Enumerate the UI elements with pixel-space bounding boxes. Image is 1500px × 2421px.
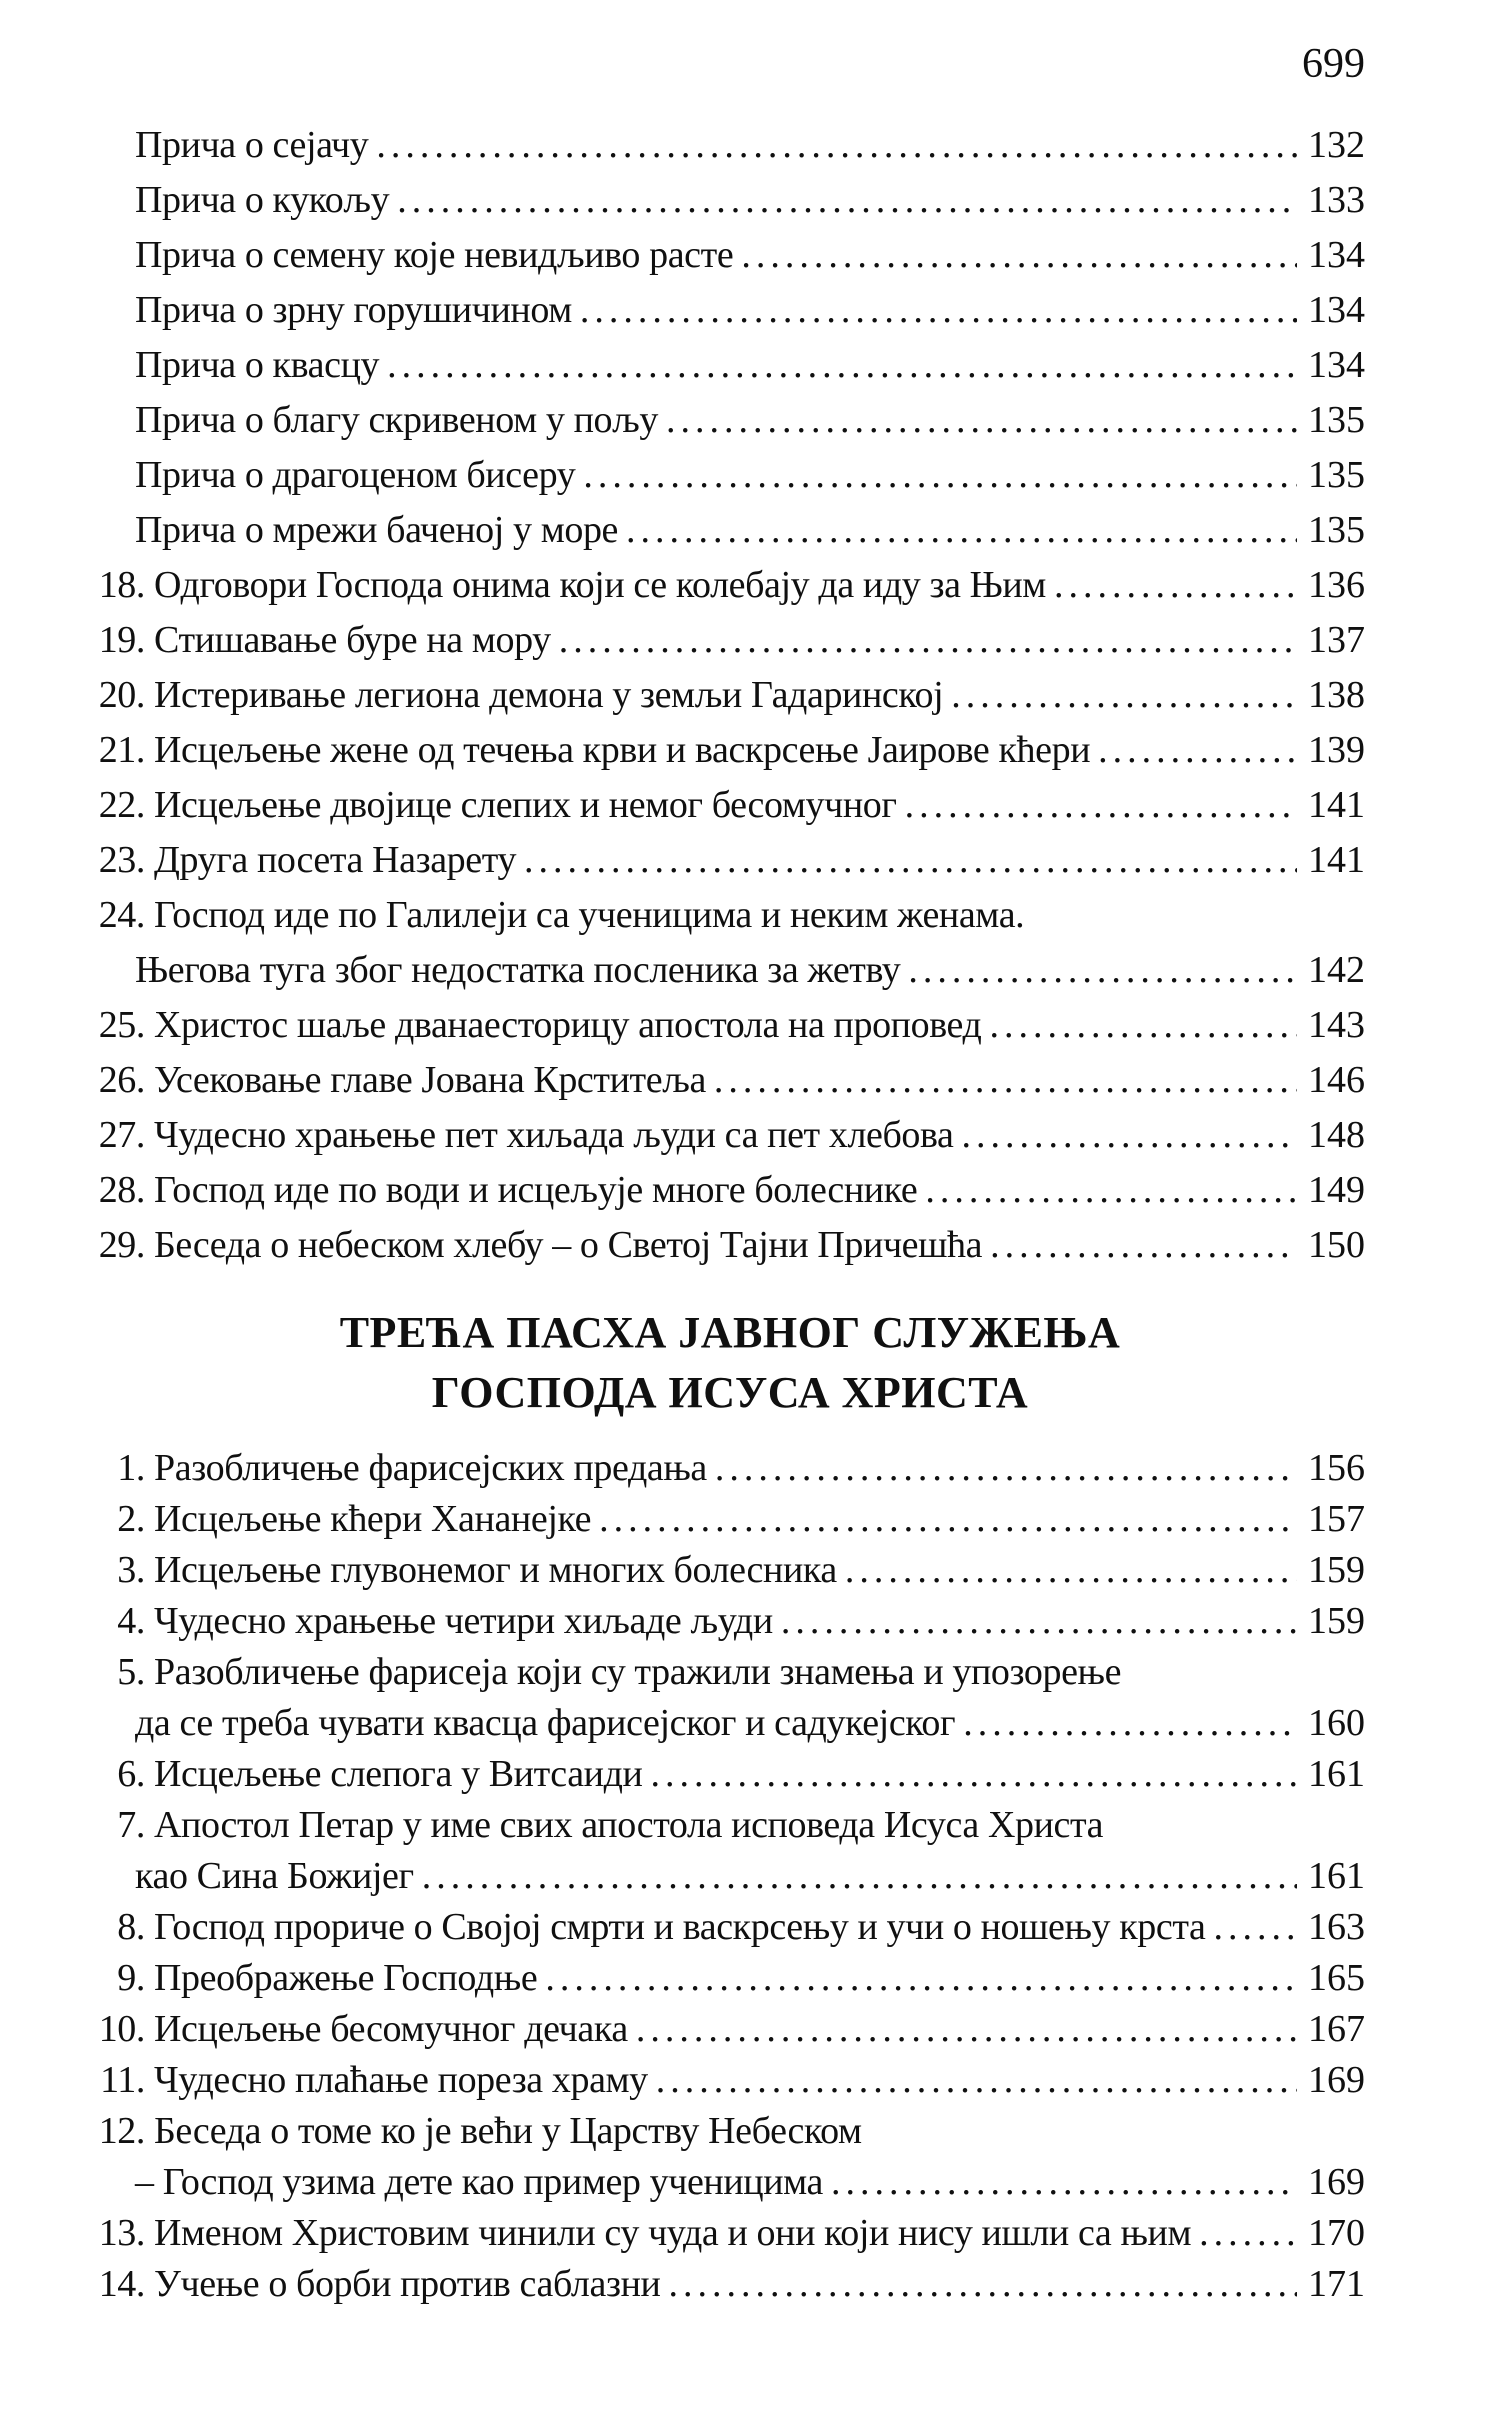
entry-number: 29. — [98, 1224, 145, 1266]
toc-entry — [95, 1647, 1365, 1698]
dot-leader — [545, 1953, 1297, 2004]
entry-title: Господ прориче о Својој смрти и васкрсењу и учи о ношењу крста — [154, 1906, 1206, 1948]
dot-leader — [559, 613, 1297, 668]
entry-page: 161 — [1308, 1753, 1365, 1795]
entry-title: Прича о драгоценом бисеру — [135, 454, 576, 496]
entry-number: 22. — [98, 784, 145, 826]
entry-page: 142 — [1308, 949, 1365, 991]
entry-title: Исцељење бесомучног дечака — [154, 2008, 628, 2050]
entry-number: 14. — [98, 2263, 145, 2305]
entry-title: Прича о квасцу — [135, 344, 380, 386]
section-heading-line1: ТРЕЋА ПАСХА ЈАВНОГ СЛУЖЕЊА — [339, 1308, 1121, 1357]
entry-number: 2. — [117, 1498, 145, 1540]
entry-page: 141 — [1308, 839, 1365, 881]
entry-page: 136 — [1308, 564, 1365, 606]
entry-title: као Сина Божијег — [135, 1855, 414, 1897]
toc-entry — [95, 2208, 1365, 2259]
entry-page: 132 — [1308, 124, 1365, 166]
entry-page: 150 — [1308, 1224, 1365, 1266]
toc-entry — [95, 1108, 1365, 1163]
toc-entry — [95, 1749, 1365, 1800]
entry-number: 27. — [98, 1114, 145, 1156]
toc-entry — [95, 173, 1365, 228]
entry-number: 12. — [98, 2110, 145, 2152]
entry-title: Исцељење кћери Хананејке — [154, 1498, 592, 1540]
entry-page: 135 — [1308, 509, 1365, 551]
toc-entry — [95, 1698, 1365, 1749]
entry-title: Прича о сејачу — [135, 124, 369, 166]
entry-number: 11. — [100, 2059, 145, 2101]
entry-title: Апостол Петар у име свих апостола исповеда Исуса Христа — [154, 1804, 1104, 1846]
entry-title: Исцељење двојице слепих и немог бесомучног — [154, 784, 897, 826]
dot-leader — [1098, 723, 1297, 778]
entry-number: 20. — [98, 674, 145, 716]
entry-title: Усековање главе Јована Крститеља — [154, 1059, 706, 1101]
dot-leader — [714, 1053, 1297, 1108]
toc-entry — [95, 1163, 1365, 1218]
toc-entry — [95, 1443, 1365, 1494]
toc-entry — [95, 1902, 1365, 1953]
entry-title: Прича о семену које невидљиво расте — [135, 234, 734, 276]
toc-section-2 — [95, 1443, 1365, 2310]
entry-number: 25. — [98, 1004, 145, 1046]
entry-number: 7. — [117, 1804, 145, 1846]
entry-number: 23. — [98, 839, 145, 881]
entry-number: 19. — [98, 619, 145, 661]
entry-title: Исцељење слепога у Витсаиди — [154, 1753, 643, 1795]
entry-page: 148 — [1308, 1114, 1365, 1156]
toc-entry — [95, 668, 1365, 723]
dot-leader — [831, 2157, 1297, 2208]
dot-leader — [636, 2004, 1297, 2055]
entry-title: Христос шаље дванаесторицу апостола на проповед — [154, 1004, 982, 1046]
entry-title: Истеривање легиона демона у земљи Гадаринској — [154, 674, 944, 716]
toc-entry — [95, 228, 1365, 283]
toc-entry — [95, 1218, 1365, 1273]
entry-number: 10. — [98, 2008, 145, 2050]
entry-page: 138 — [1308, 674, 1365, 716]
entry-title: Разобличење фарисејских предања — [154, 1447, 707, 1489]
entry-title: Именом Христовим чинили су чуда и они који нису ишли са њим — [154, 2212, 1192, 2254]
section-heading — [95, 1303, 1365, 1423]
toc-entry — [95, 778, 1365, 833]
dot-leader — [1054, 558, 1297, 613]
entry-page: 156 — [1308, 1447, 1365, 1489]
entry-page: 165 — [1308, 1957, 1365, 1999]
dot-leader — [741, 228, 1297, 283]
dot-leader — [1199, 2208, 1297, 2259]
toc-entry — [95, 558, 1365, 613]
entry-title: Исцељење глувонемог и многих болесника — [154, 1549, 837, 1591]
toc-entry — [95, 888, 1365, 943]
entry-title: Прича о благу скривеном у пољу — [135, 399, 658, 441]
entry-page: 134 — [1308, 234, 1365, 276]
entry-title: Господ иде по Галилеји са ученицима и неким женама. — [154, 894, 1025, 936]
entry-page: 135 — [1308, 454, 1365, 496]
entry-page: 143 — [1308, 1004, 1365, 1046]
toc-entry — [95, 503, 1365, 558]
dot-leader — [524, 833, 1297, 888]
entry-number: 1. — [117, 1447, 145, 1489]
entry-page: 160 — [1308, 1702, 1365, 1744]
dot-leader — [905, 778, 1297, 833]
toc-entry — [95, 1053, 1365, 1108]
toc-entry — [95, 2004, 1365, 2055]
dot-leader — [1214, 1902, 1297, 1953]
entry-title: Учење о борби против саблазни — [154, 2263, 661, 2305]
toc-entry — [95, 393, 1365, 448]
toc-entry — [95, 1494, 1365, 1545]
entry-page: 149 — [1308, 1169, 1365, 1211]
entry-page: 171 — [1308, 2263, 1365, 2305]
entry-number: 4. — [117, 1600, 145, 1642]
dot-leader — [908, 943, 1297, 998]
toc-entry — [95, 1596, 1365, 1647]
entry-page: 161 — [1308, 1855, 1365, 1897]
entry-title: да се треба чувати квасца фарисејског и садукејског — [135, 1702, 956, 1744]
entry-title: Чудесно храњење четири хиљаде људи — [154, 1600, 773, 1642]
entry-title: Друга посета Назарету — [154, 839, 517, 881]
entry-page: 133 — [1308, 179, 1365, 221]
entry-page: 134 — [1308, 289, 1365, 331]
dot-leader — [990, 1218, 1297, 1273]
dot-leader — [651, 1749, 1298, 1800]
entry-page: 137 — [1308, 619, 1365, 661]
entry-number: 8. — [117, 1906, 145, 1948]
dot-leader — [951, 668, 1297, 723]
dot-leader — [387, 338, 1297, 393]
dot-leader — [963, 1698, 1297, 1749]
toc-entry — [95, 2157, 1365, 2208]
entry-title: – Господ узима дете као пример ученицима — [135, 2161, 824, 2203]
dot-leader — [962, 1108, 1297, 1163]
toc-entry — [95, 943, 1365, 998]
entry-title: Прича о кукољу — [135, 179, 390, 221]
toc-entry — [95, 283, 1365, 338]
page-number: 699 — [1302, 41, 1365, 87]
entry-page: 135 — [1308, 399, 1365, 441]
dot-leader — [422, 1851, 1297, 1902]
entry-page: 146 — [1308, 1059, 1365, 1101]
entry-title: Његова туга због недостатка посленика за жетву — [135, 949, 901, 991]
toc-entry — [95, 338, 1365, 393]
entry-page: 169 — [1308, 2161, 1365, 2203]
entry-title: Исцељење жене од течења крви и васкрсење Јаирове кћери — [154, 729, 1091, 771]
toc-entry — [95, 448, 1365, 503]
entry-title: Прича о мрежи баченој у море — [135, 509, 619, 551]
entry-page: 159 — [1308, 1549, 1365, 1591]
dot-leader — [626, 503, 1297, 558]
entry-number: 5. — [117, 1651, 145, 1693]
entry-page: 170 — [1308, 2212, 1365, 2254]
entry-page: 167 — [1308, 2008, 1365, 2050]
dot-leader — [583, 448, 1297, 503]
dot-leader — [656, 2055, 1297, 2106]
toc-entry — [95, 998, 1365, 1053]
entry-title: Преображење Господње — [154, 1957, 538, 1999]
toc-entry — [95, 2106, 1365, 2157]
dot-leader — [989, 998, 1297, 1053]
toc-entry — [95, 2259, 1365, 2310]
toc-entry — [95, 723, 1365, 778]
toc-entry — [95, 613, 1365, 668]
entry-number: 18. — [98, 564, 145, 606]
dot-leader — [376, 118, 1297, 173]
entry-number: 28. — [98, 1169, 145, 1211]
entry-number: 21. — [98, 729, 145, 771]
entry-number: 13. — [98, 2212, 145, 2254]
entry-title: Чудесно храњење пет хиљада људи са пет хлебова — [154, 1114, 954, 1156]
toc-entry — [95, 1953, 1365, 2004]
entry-number: 24. — [98, 894, 145, 936]
entry-title: Разобличење фарисеја који су тражили знамења и упозорење — [154, 1651, 1122, 1693]
toc-entry — [95, 833, 1365, 888]
dot-leader — [580, 283, 1297, 338]
entry-number: 26. — [98, 1059, 145, 1101]
toc-entry — [95, 1851, 1365, 1902]
toc-entry — [95, 1800, 1365, 1851]
dot-leader — [666, 393, 1297, 448]
entry-title: Стишавање буре на мору — [154, 619, 551, 661]
entry-title: Чудесно плаћање пореза храму — [154, 2059, 648, 2101]
entry-page: 141 — [1308, 784, 1365, 826]
entry-title: Прича о зрну горушичином — [135, 289, 572, 331]
entry-title: Беседа о небеском хлебу – о Светој Тајни Причешћа — [154, 1224, 983, 1266]
toc-entry — [95, 1545, 1365, 1596]
dot-leader — [397, 173, 1297, 228]
dot-leader — [715, 1443, 1297, 1494]
entry-number: 9. — [117, 1957, 145, 1999]
toc-section-1 — [95, 118, 1365, 1273]
dot-leader — [925, 1163, 1297, 1218]
entry-title: Беседа о томе ко је већи у Царству Небеском — [154, 2110, 862, 2152]
dot-leader — [845, 1545, 1297, 1596]
section-heading-line2: ГОСПОДА ИСУСА ХРИСТА — [431, 1368, 1029, 1417]
dot-leader — [599, 1494, 1297, 1545]
entry-page: 169 — [1308, 2059, 1365, 2101]
entry-title: Одговори Господа онима који се колебају да иду за Њим — [154, 564, 1046, 606]
toc-entry — [95, 2055, 1365, 2106]
entry-number: 6. — [117, 1753, 145, 1795]
entry-page: 157 — [1308, 1498, 1365, 1540]
dot-leader — [781, 1596, 1297, 1647]
toc-entry — [95, 118, 1365, 173]
entry-page: 139 — [1308, 729, 1365, 771]
entry-number: 3. — [117, 1549, 145, 1591]
entry-page: 159 — [1308, 1600, 1365, 1642]
entry-page: 163 — [1308, 1906, 1365, 1948]
entry-page: 134 — [1308, 344, 1365, 386]
dot-leader — [668, 2259, 1297, 2310]
entry-title: Господ иде по води и исцељује многе болеснике — [154, 1169, 918, 1211]
